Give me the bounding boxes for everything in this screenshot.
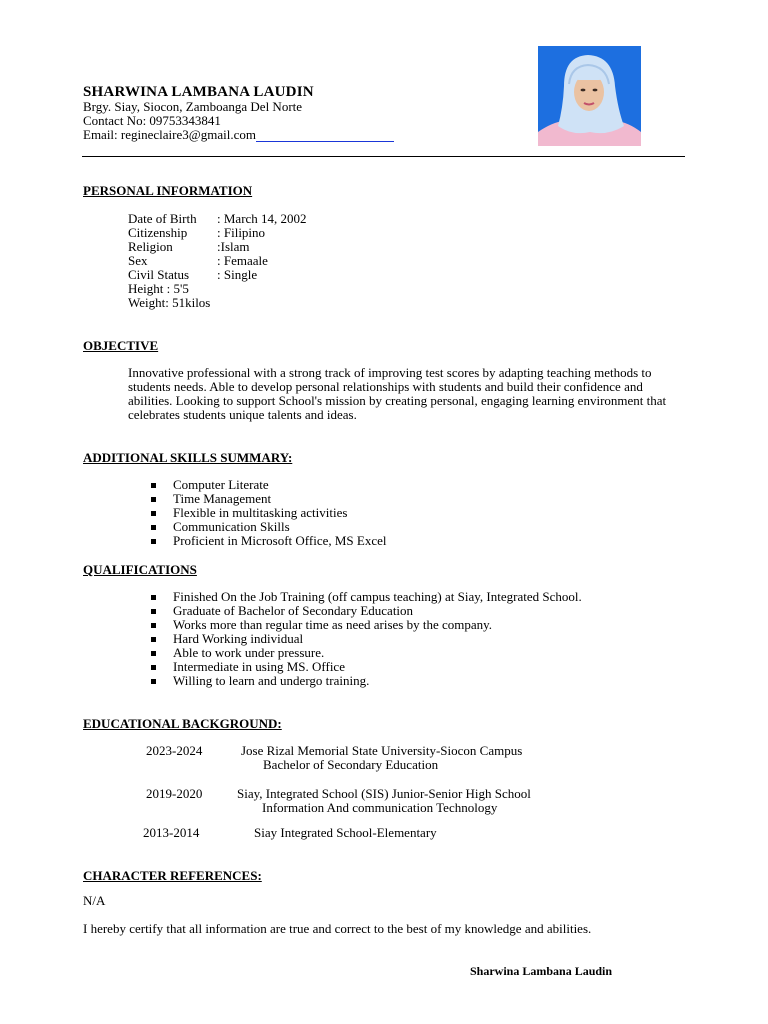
references-heading: CHARACTER REFERENCES: [83, 868, 262, 883]
skill-item: Computer Literate [173, 477, 269, 492]
education-year: 2013-2014 [143, 825, 200, 840]
qualification-item: Finished On the Job Training (off campus teaching) at Siay, Integrated School. [173, 589, 582, 604]
education-course: Bachelor of Secondary Education [263, 757, 439, 772]
profile-photo [538, 46, 641, 146]
contact-number: Contact No: 09753343841 [83, 113, 221, 128]
sex-value: : Femaale [217, 253, 268, 268]
bullet [151, 497, 156, 502]
references-value: N/A [83, 893, 106, 908]
education-year: 2019-2020 [146, 786, 203, 801]
certification-statement: I hereby certify that all information are true and correct to the best of my knowledge and abilities. [83, 921, 592, 936]
civil-status-label: Civil Status [128, 267, 190, 282]
qualification-item: Graduate of Bachelor of Secondary Education [173, 603, 414, 618]
header-divider [82, 156, 685, 157]
bullet [151, 483, 156, 488]
skill-item: Communication Skills [173, 519, 290, 534]
education-school: Jose Rizal Memorial State University-Siocon Campus [241, 743, 523, 758]
email-underline [256, 128, 394, 142]
bullet [151, 511, 156, 516]
dob-value: : March 14, 2002 [217, 211, 307, 226]
personal-info-heading: PERSONAL INFORMATION [83, 183, 253, 198]
signature-name: Sharwina Lambana Laudin [470, 964, 613, 978]
qualification-item: Willing to learn and undergo training. [173, 673, 370, 688]
qualification-item: Works more than regular time as need arises by the company. [173, 617, 493, 632]
religion-value: :Islam [217, 239, 250, 254]
qualification-item: Able to work under pressure. [173, 645, 325, 660]
bullet [151, 595, 156, 600]
education-year: 2023-2024 [146, 743, 203, 758]
bullet [151, 637, 156, 642]
bullet [151, 525, 156, 530]
sex-label: Sex [128, 253, 148, 268]
skill-item: Proficient in Microsoft Office, MS Excel [173, 533, 387, 548]
applicant-name: SHARWINA LAMBANA LAUDIN [83, 84, 314, 100]
skills-heading: ADDITIONAL SKILLS SUMMARY: [83, 450, 293, 465]
weight: Weight: 51kilos [128, 295, 211, 310]
education-heading: EDUCATIONAL BACKGROUND: [83, 716, 282, 731]
qualification-item: Hard Working individual [173, 631, 304, 646]
bullet [151, 623, 156, 628]
bullet [151, 651, 156, 656]
email-line [83, 128, 394, 142]
skill-item: Time Management [173, 491, 272, 506]
dob-label: Date of Birth [128, 211, 197, 226]
civil-status-value: : Single [217, 267, 258, 282]
objective-heading: OBJECTIVE [83, 338, 159, 353]
qualifications-heading: QUALIFICATIONS [83, 562, 197, 577]
email: Email: regineclaire3@gmail.com [83, 127, 256, 142]
objective-text: Innovative professional with a strong track of improving test scores by adapting teaching methods to students needs. Able to develop personal relationships with students and build their confidence and abilities. Looking to support School's mission by creating personal, engaging learning environment that celebrates students unique talents and ideas. [128, 365, 667, 422]
citizenship-value: : Filipino [217, 225, 266, 240]
education-school: Siay, Integrated School (SIS) Junior-Senior High School [237, 786, 531, 801]
bullet [151, 665, 156, 670]
education-course: Information And communication Technology [262, 800, 498, 815]
education-school: Siay Integrated School-Elementary [254, 825, 437, 840]
bullet [151, 609, 156, 614]
skill-item: Flexible in multitasking activities [173, 505, 348, 520]
height: Height : 5'5 [128, 281, 189, 296]
address: Brgy. Siay, Siocon, Zamboanga Del Norte [83, 99, 303, 114]
bullet [151, 679, 156, 684]
citizenship-label: Citizenship [128, 225, 188, 240]
qualification-item: Intermediate in using MS. Office [173, 659, 345, 674]
bullet [151, 539, 156, 544]
religion-label: Religion [128, 239, 173, 254]
